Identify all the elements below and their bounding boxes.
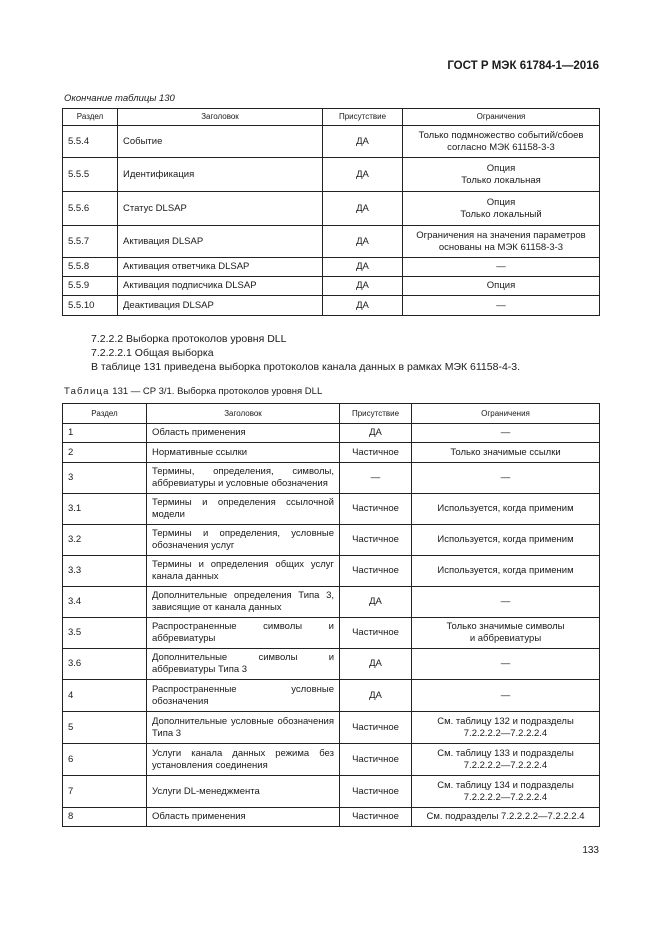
section-cell: 6 bbox=[63, 744, 147, 776]
title-cell: Дополнительные определения Типа 3, зависящие от канала данных bbox=[147, 587, 340, 618]
title-cell: Событие bbox=[118, 126, 323, 158]
section-cell: 1 bbox=[63, 424, 147, 443]
table-row bbox=[63, 258, 600, 277]
section-cell: 5.5.5 bbox=[63, 158, 118, 192]
limits-line: Используется, когда применим bbox=[437, 503, 574, 514]
section-cell: 3.4 bbox=[63, 587, 147, 618]
limits-cell bbox=[403, 277, 600, 296]
limits-cell bbox=[412, 443, 600, 463]
limits-line: Только подмножество событий/сбоев bbox=[418, 129, 584, 141]
title-cell: Нормативные ссылки bbox=[147, 443, 340, 463]
column-header: Ограничения bbox=[412, 404, 600, 424]
column-header: Заголовок bbox=[147, 404, 340, 424]
title-cell: Термины и определения общих услуг канала данных bbox=[147, 556, 340, 587]
section-cell: 5 bbox=[63, 712, 147, 744]
presence-cell: Частичное bbox=[340, 525, 412, 556]
column-header: Раздел bbox=[63, 404, 147, 424]
table-row bbox=[63, 494, 600, 525]
column-header: Присутствие bbox=[340, 404, 412, 424]
presence-cell: Частичное bbox=[340, 776, 412, 808]
limits-line: — bbox=[500, 658, 511, 669]
table-row bbox=[63, 556, 600, 587]
table-row bbox=[63, 618, 600, 649]
limits-cell bbox=[412, 680, 600, 712]
table-row bbox=[63, 776, 600, 808]
section-cell: 5.5.4 bbox=[63, 126, 118, 158]
presence-cell: ДА bbox=[323, 296, 403, 316]
limits-line: Опция bbox=[486, 196, 516, 208]
presence-cell: Частичное bbox=[340, 808, 412, 827]
limits-line: — bbox=[500, 427, 511, 438]
section-cell: 3.1 bbox=[63, 494, 147, 525]
title-cell: Область применения bbox=[147, 424, 340, 443]
column-header: Заголовок bbox=[118, 109, 323, 126]
title-cell: Термины и определения ссылочной модели bbox=[147, 494, 340, 525]
title-cell: Распространенные условные обозначения bbox=[147, 680, 340, 712]
limits-line: — bbox=[500, 472, 511, 483]
limits-line: Используется, когда применим bbox=[437, 534, 574, 545]
table-row bbox=[63, 126, 600, 158]
title-cell: Активация DLSAP bbox=[118, 226, 323, 258]
limits-line: Используется, когда применим bbox=[437, 565, 574, 576]
paragraph: В таблице 131 приведена выборка протоколов канала данных в рамках МЭК 61158-4-3. bbox=[91, 361, 521, 373]
limits-line: 7.2.2.2.2—7.2.2.2.4 bbox=[463, 759, 548, 771]
table-row bbox=[63, 158, 600, 192]
table-row bbox=[63, 226, 600, 258]
table-row bbox=[63, 649, 600, 680]
table-row bbox=[63, 192, 600, 226]
limits-line: Только значимые символы bbox=[446, 621, 565, 632]
section-cell: 5.5.6 bbox=[63, 192, 118, 226]
table-row bbox=[63, 277, 600, 296]
limits-cell bbox=[403, 296, 600, 316]
limits-cell bbox=[412, 712, 600, 744]
table-row bbox=[63, 463, 600, 494]
limits-line: См. таблицу 133 и подразделы bbox=[437, 747, 574, 759]
table-130-header-row bbox=[63, 109, 600, 126]
limits-cell bbox=[403, 226, 600, 258]
table-row bbox=[63, 525, 600, 556]
presence-cell: ДА bbox=[323, 126, 403, 158]
limits-line: согласно МЭК 61158-3-3 bbox=[447, 141, 555, 153]
presence-cell: ДА bbox=[340, 424, 412, 443]
limits-line: Опция bbox=[486, 162, 516, 174]
presence-cell: ДА bbox=[323, 277, 403, 296]
title-cell: Деактивация DLSAP bbox=[118, 296, 323, 316]
limits-cell bbox=[412, 618, 600, 649]
limits-cell bbox=[412, 744, 600, 776]
table-130-caption: Окончание таблицы 130 bbox=[64, 93, 175, 104]
limits-line: Только значимые ссылки bbox=[450, 446, 561, 458]
section-cell: 5.5.8 bbox=[63, 258, 118, 277]
table-row bbox=[63, 587, 600, 618]
presence-cell: Частичное bbox=[340, 744, 412, 776]
section-heading-7-2-2-2: 7.2.2.2 Выборка протоколов уровня DLL bbox=[91, 333, 287, 345]
title-cell: Активация подписчика DLSAP bbox=[118, 277, 323, 296]
presence-cell: ДА bbox=[340, 649, 412, 680]
limits-line: — bbox=[496, 299, 506, 311]
limits-cell bbox=[403, 126, 600, 158]
section-cell: 3.3 bbox=[63, 556, 147, 587]
limits-line: — bbox=[496, 261, 506, 272]
limits-cell bbox=[412, 587, 600, 618]
limits-line: См. таблицу 134 и подразделы bbox=[437, 779, 574, 791]
table-row bbox=[63, 744, 600, 776]
limits-line: Только локальный bbox=[460, 208, 542, 220]
presence-cell: ДА bbox=[340, 680, 412, 712]
presence-cell: ДА bbox=[323, 158, 403, 192]
table-row bbox=[63, 296, 600, 316]
limits-cell bbox=[412, 424, 600, 443]
title-cell: Услуги канала данных режима без установления соединения bbox=[147, 744, 340, 776]
limits-line: Опция bbox=[486, 280, 516, 291]
caption-label: Таблица bbox=[64, 386, 110, 397]
section-cell: 3.2 bbox=[63, 525, 147, 556]
presence-cell: Частичное bbox=[340, 556, 412, 587]
title-cell: Услуги DL-менеджмента bbox=[147, 776, 340, 808]
limits-cell bbox=[412, 556, 600, 587]
limits-line: основаны на МЭК 61158-3-3 bbox=[438, 241, 564, 253]
document-id: ГОСТ Р МЭК 61784-1—2016 bbox=[447, 60, 599, 72]
section-cell: 5.5.10 bbox=[63, 296, 118, 316]
presence-cell: Частичное bbox=[340, 494, 412, 525]
limits-line: 7.2.2.2.2—7.2.2.2.4 bbox=[463, 791, 548, 803]
section-cell: 3.5 bbox=[63, 618, 147, 649]
presence-cell: ДА bbox=[323, 226, 403, 258]
presence-cell: ДА bbox=[323, 192, 403, 226]
column-header: Присутствие bbox=[323, 109, 403, 126]
table-131-caption bbox=[64, 386, 322, 397]
caption-text: 131 — CP 3/1. Выборка протоколов уровня DLL bbox=[109, 386, 323, 397]
section-cell: 3.6 bbox=[63, 649, 147, 680]
table-130 bbox=[62, 108, 600, 316]
limits-line: Ограничения на значения параметров bbox=[416, 229, 586, 241]
limits-cell bbox=[403, 258, 600, 277]
limits-cell bbox=[412, 525, 600, 556]
limits-line: 7.2.2.2.2—7.2.2.2.4 bbox=[463, 727, 548, 739]
limits-cell bbox=[403, 158, 600, 192]
title-cell: Дополнительные символы и аббревиатуры Типа 3 bbox=[147, 649, 340, 680]
limits-cell bbox=[412, 649, 600, 680]
title-cell: Область применения bbox=[147, 808, 340, 827]
title-cell: Термины, определения, символы, аббревиатуры и условные обозначения bbox=[147, 463, 340, 494]
title-cell: Дополнительные условные обозначения Типа 3 bbox=[147, 712, 340, 744]
limits-line: См. подразделы 7.2.2.2.2—7.2.2.2.4 bbox=[426, 811, 585, 822]
limits-cell bbox=[412, 463, 600, 494]
limits-line: и аббревиатуры bbox=[469, 633, 542, 644]
table-row bbox=[63, 680, 600, 712]
limits-line: Только локальная bbox=[461, 174, 541, 186]
limits-line: — bbox=[500, 689, 511, 701]
column-header: Раздел bbox=[63, 109, 118, 126]
section-cell: 4 bbox=[63, 680, 147, 712]
table-row bbox=[63, 712, 600, 744]
section-heading-7-2-2-2-1: 7.2.2.2.1 Общая выборка bbox=[91, 347, 214, 359]
section-cell: 7 bbox=[63, 776, 147, 808]
title-cell: Термины и определения, условные обозначения услуг bbox=[147, 525, 340, 556]
table-row bbox=[63, 808, 600, 827]
presence-cell: — bbox=[340, 463, 412, 494]
title-cell: Распространенные символы и аббревиатуры bbox=[147, 618, 340, 649]
section-cell: 5.5.7 bbox=[63, 226, 118, 258]
limits-line: — bbox=[500, 596, 511, 607]
limits-cell bbox=[412, 776, 600, 808]
section-cell: 3 bbox=[63, 463, 147, 494]
section-cell: 2 bbox=[63, 443, 147, 463]
presence-cell: ДА bbox=[340, 587, 412, 618]
limits-line: См. таблицу 132 и подразделы bbox=[437, 715, 574, 727]
limits-cell bbox=[412, 808, 600, 827]
table-131 bbox=[62, 403, 600, 827]
table-131-header-row bbox=[63, 404, 600, 424]
limits-cell bbox=[412, 494, 600, 525]
presence-cell: Частичное bbox=[340, 618, 412, 649]
title-cell: Активация ответчика DLSAP bbox=[118, 258, 323, 277]
title-cell: Статус DLSAP bbox=[118, 192, 323, 226]
section-cell: 5.5.9 bbox=[63, 277, 118, 296]
table-row bbox=[63, 424, 600, 443]
presence-cell: Частичное bbox=[340, 712, 412, 744]
title-cell: Идентификация bbox=[118, 158, 323, 192]
table-row bbox=[63, 443, 600, 463]
column-header: Ограничения bbox=[403, 109, 600, 126]
limits-cell bbox=[403, 192, 600, 226]
presence-cell: Частичное bbox=[340, 443, 412, 463]
section-cell: 8 bbox=[63, 808, 147, 827]
presence-cell: ДА bbox=[323, 258, 403, 277]
page-number: 133 bbox=[582, 845, 599, 856]
